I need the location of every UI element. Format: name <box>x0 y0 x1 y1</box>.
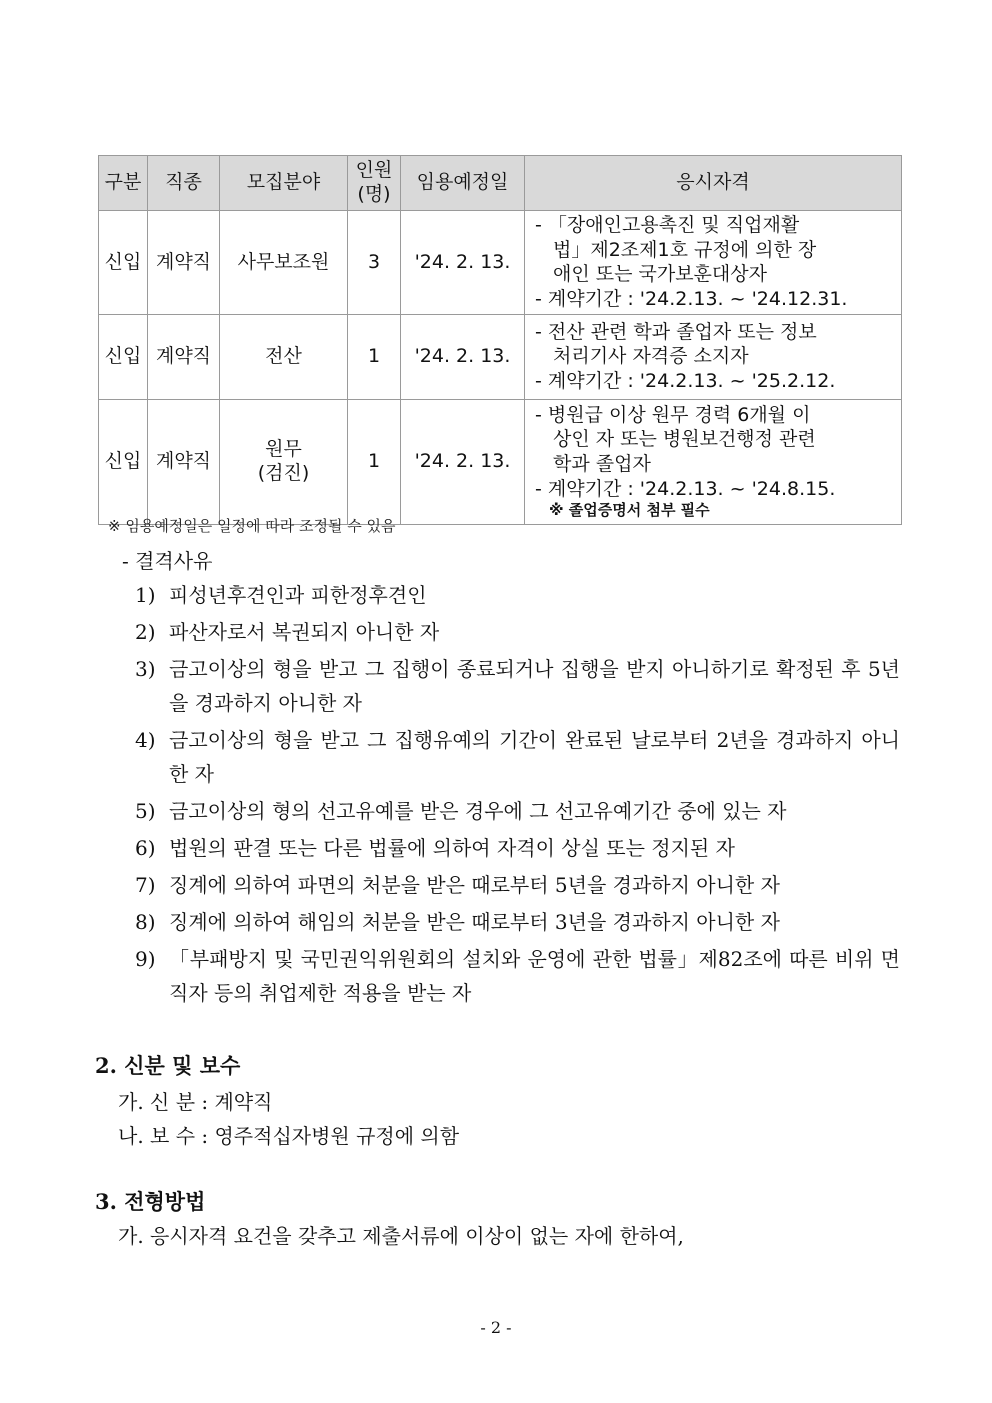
cell-job-type: 계약직 <box>148 399 220 524</box>
item-text: 피성년후견인과 피한정후견인 <box>169 583 427 607</box>
item-number: 2) <box>135 620 156 644</box>
list-item <box>135 831 900 865</box>
section-2-line: 나. 보 수 : 영주적십자병원 규정에 의함 <box>118 1124 460 1148</box>
qualification-line: - 계약기간 : '24.2.13. ~ '24.8.15. <box>535 477 836 500</box>
qualification-line: 법」제2조제1호 규정에 의한 장 <box>553 238 817 261</box>
item-number: 8) <box>135 910 156 934</box>
cell-qualifications <box>525 211 902 315</box>
table-row <box>99 399 902 524</box>
table-row <box>99 314 902 399</box>
header-count: 인원 (명) <box>348 156 401 211</box>
disqualification-title: - 결격사유 <box>122 549 213 573</box>
qualification-note: ※ 졸업증명서 첨부 필수 <box>549 501 710 520</box>
cell-date: '24. 2. 13. <box>401 211 525 315</box>
item-text: 금고이상의 형을 받고 그 집행이 종료되거나 집행을 받지 아니하기로 확정된 후 5년을 경과하지 아니한 자 <box>169 657 900 715</box>
cell-count: 1 <box>348 399 401 524</box>
qualification-line: - 계약기간 : '24.2.13. ~ '24.12.31. <box>535 288 848 311</box>
header-field: 모집분야 <box>220 156 348 211</box>
qualification-line: 상인 자 또는 병원보건행정 관련 <box>553 428 816 451</box>
item-number: 4) <box>135 728 156 752</box>
item-text: 법원의 판결 또는 다른 법률에 의하여 자격이 상실 또는 정지된 자 <box>169 836 735 860</box>
field-subname: (검진) <box>257 461 310 484</box>
cell-job-type: 계약직 <box>148 314 220 399</box>
list-item <box>135 794 900 828</box>
header-date: 임용예정일 <box>401 156 525 211</box>
qualification-line: - 계약기간 : '24.2.13. ~ '25.2.12. <box>535 370 836 393</box>
cell-qualifications <box>525 399 902 524</box>
cell-field <box>220 399 348 524</box>
cell-date: '24. 2. 13. <box>401 399 525 524</box>
list-item <box>135 615 900 649</box>
item-number: 9) <box>135 947 156 971</box>
header-qualifications: 응시자격 <box>525 156 902 211</box>
cell-category: 신입 <box>99 399 148 524</box>
list-item <box>135 578 900 612</box>
qualification-line: 애인 또는 국가보훈대상자 <box>553 263 767 286</box>
table-note: ※ 임용예정일은 일정에 따라 조정될 수 있음 <box>108 517 396 535</box>
recruitment-table <box>98 155 902 525</box>
section-2-title: 2. 신분 및 보수 <box>95 1053 241 1078</box>
item-text: 금고이상의 형의 선고유예를 받은 경우에 그 선고유예기간 중에 있는 자 <box>169 799 787 823</box>
item-number: 7) <box>135 873 156 897</box>
page-number: - 2 - <box>480 1318 512 1337</box>
table-header-row <box>99 156 902 211</box>
list-item <box>135 905 900 939</box>
table-row <box>99 211 902 315</box>
item-text: 징계에 의하여 해임의 처분을 받은 때로부터 3년을 경과하지 아니한 자 <box>169 910 780 934</box>
cell-count: 1 <box>348 314 401 399</box>
header-job-type: 직종 <box>148 156 220 211</box>
item-text: 「부패방지 및 국민권익위원회의 설치와 운영에 관한 법률」제82조에 따른 비위 면직자 등의 취업제한 적용을 받는 자 <box>169 947 900 1005</box>
list-item <box>135 652 900 720</box>
cell-job-type: 계약직 <box>148 211 220 315</box>
list-item <box>135 868 900 902</box>
item-text: 금고이상의 형을 받고 그 집행유예의 기간이 완료된 날로부터 2년을 경과하지 아니한 자 <box>169 728 900 786</box>
cell-field: 사무보조원 <box>220 211 348 315</box>
cell-count: 3 <box>348 211 401 315</box>
qualification-line: - 전산 관련 학과 졸업자 또는 정보 <box>535 320 817 343</box>
qualification-line: 처리기사 자격증 소지자 <box>553 345 749 368</box>
cell-category: 신입 <box>99 211 148 315</box>
cell-category: 신입 <box>99 314 148 399</box>
qualification-line: 학과 졸업자 <box>553 453 651 475</box>
item-text: 징계에 의하여 파면의 처분을 받은 때로부터 5년을 경과하지 아니한 자 <box>169 873 780 897</box>
item-text: 파산자로서 복권되지 아니한 자 <box>169 620 440 644</box>
cell-date: '24. 2. 13. <box>401 314 525 399</box>
item-number: 5) <box>135 799 156 823</box>
list-item <box>135 942 900 1010</box>
section-3-title: 3. 전형방법 <box>95 1189 206 1214</box>
item-number: 3) <box>135 657 156 681</box>
header-category: 구분 <box>99 156 148 211</box>
item-number: 6) <box>135 836 156 860</box>
item-number: 1) <box>135 583 156 607</box>
section-2-line: 가. 신 분 : 계약직 <box>118 1090 273 1114</box>
list-item <box>135 723 900 791</box>
cell-field: 전산 <box>220 314 348 399</box>
qualification-line: - 「장애인고용촉진 및 직업재활 <box>535 214 800 236</box>
cell-qualifications <box>525 314 902 399</box>
section-3-line: 가. 응시자격 요건을 갖추고 제출서류에 이상이 없는 자에 한하여, <box>118 1224 684 1248</box>
qualification-line: - 병원급 이상 원무 경력 6개월 이 <box>535 403 811 426</box>
field-name: 원무 <box>265 438 302 460</box>
disqualification-list <box>135 578 900 1013</box>
